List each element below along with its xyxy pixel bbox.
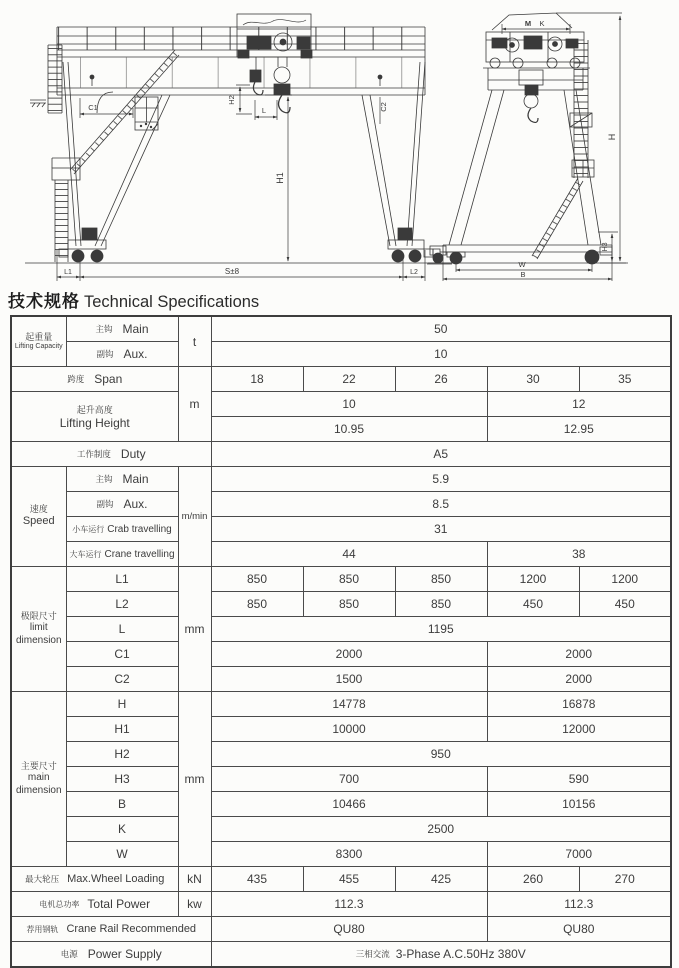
value-power-supply-zh: 三相交流: [355, 949, 390, 959]
row-wheel-loading: [11, 867, 671, 892]
value-lifting-height-right: 12: [487, 392, 671, 417]
dim-label-l2: L2: [410, 269, 418, 276]
label-main-hook-zh: 主钩: [95, 324, 113, 334]
value-k: 2500: [211, 817, 671, 842]
unit-mm-main: mm: [178, 692, 211, 867]
label-c1: C1: [66, 642, 178, 667]
row-lifting-capacity-aux: [11, 342, 671, 367]
label-h2: H2: [66, 742, 178, 767]
label-h3: H3: [66, 767, 178, 792]
value-h1-left: 10000: [211, 717, 487, 742]
label-speed-aux-zh: 副钩: [96, 499, 114, 509]
value-l1-4: 1200: [487, 567, 579, 592]
row-l1: [11, 567, 671, 592]
label-crane-rail: [11, 917, 211, 942]
dim-label-c1: C1: [88, 103, 98, 112]
value-span-18: 18: [211, 367, 303, 392]
value-b-left: 10466: [211, 792, 487, 817]
row-lifting-height-1: [11, 392, 671, 417]
unit-tonnes: t: [178, 316, 211, 367]
value-wheel-5: 270: [579, 867, 671, 892]
label-aux-hook-en: Aux.: [123, 347, 148, 361]
row-total-power: [11, 892, 671, 917]
label-w: W: [66, 842, 178, 867]
value-b-right: 10156: [487, 792, 671, 817]
label-power-supply-en: Power Supply: [87, 947, 162, 961]
label-l1: L1: [66, 567, 178, 592]
value-l2-3: 850: [395, 592, 487, 617]
value-lifting-height2-right: 12.95: [487, 417, 671, 442]
value-wheel-4: 260: [487, 867, 579, 892]
value-wheel-3: 425: [395, 867, 487, 892]
value-span-26: 26: [395, 367, 487, 392]
unit-m-per-min: m/min: [178, 467, 211, 567]
row-crane-rail: [11, 917, 671, 942]
label-crane-rail-en: Crane Rail Recommended: [66, 923, 197, 935]
row-power-supply: [11, 942, 671, 968]
label-speed-main-zh: 主钩: [95, 474, 113, 484]
group-limit-dimension: [11, 567, 66, 692]
label-duty-zh: 工作制度: [76, 449, 111, 459]
value-h2: 950: [211, 742, 671, 767]
value-power-left: 112.3: [211, 892, 487, 917]
row-l: [11, 617, 671, 642]
value-span-22: 22: [303, 367, 395, 392]
dim-label-span: S±8: [224, 267, 240, 276]
row-l2: [11, 592, 671, 617]
value-aux-capacity: 10: [211, 342, 671, 367]
value-rail-right: QU80: [487, 917, 671, 942]
label-speed-crab-zh: 小车运行: [72, 524, 105, 534]
label-total-power-zh: 电机总功率: [39, 899, 80, 909]
group-speed-zh: 速度: [29, 504, 48, 514]
group-main-zh: 主要尺寸: [20, 760, 57, 771]
group-limit-en1: limit: [29, 622, 48, 634]
label-duty: [11, 442, 211, 467]
label-crane-rail-zh: 荐用钢轨: [26, 924, 59, 934]
unit-kw: kw: [178, 892, 211, 917]
dim-label-k: K: [539, 19, 545, 28]
group-lifting-capacity-en: Lifting Capacity: [14, 342, 63, 350]
section-title-en: Technical Specifications: [84, 293, 260, 311]
value-lifting-height-left: 10: [211, 392, 487, 417]
dim-label-h1: H1: [275, 172, 285, 184]
section-title: [8, 287, 259, 312]
value-l1-3: 850: [395, 567, 487, 592]
label-l: L: [66, 617, 178, 642]
label-speed-aux: [66, 492, 178, 517]
front-view-dimension-lines: [57, 85, 425, 281]
label-speed-main-en: Main: [122, 472, 149, 486]
gantry-crane-drawing: [0, 0, 679, 290]
row-h3: [11, 767, 671, 792]
label-speed-crane: [66, 542, 178, 567]
value-c1-right: 2000: [487, 642, 671, 667]
label-main-hook-en: Main: [122, 322, 149, 336]
label-speed-crab-en: Crab travelling: [107, 523, 172, 535]
group-main-dimension: [11, 692, 66, 867]
unit-mm-limit: mm: [178, 567, 211, 692]
value-h3-right: 590: [487, 767, 671, 792]
value-duty: A5: [211, 442, 671, 467]
label-aux-hook: [66, 342, 178, 367]
value-c2-right: 2000: [487, 667, 671, 692]
dim-label-h2: H2: [227, 95, 236, 105]
label-span-en: Span: [94, 372, 123, 386]
dim-label-c2: C2: [379, 102, 388, 112]
row-speed-main: [11, 467, 671, 492]
value-l2-1: 850: [211, 592, 303, 617]
label-total-power: [11, 892, 178, 917]
label-speed-crane-en: Crane travelling: [104, 548, 175, 560]
value-l1-5: 1200: [579, 567, 671, 592]
value-l1-1: 850: [211, 567, 303, 592]
value-l2-5: 450: [579, 592, 671, 617]
row-speed-crane: [11, 542, 671, 567]
value-l1-2: 850: [303, 567, 395, 592]
label-power-supply: [11, 942, 211, 968]
label-h: H: [66, 692, 178, 717]
value-speed-aux: 8.5: [211, 492, 671, 517]
label-h1: H1: [66, 717, 178, 742]
group-main-en2: dimension: [15, 784, 62, 796]
label-wheel-loading-zh: 最大轮压: [25, 874, 60, 884]
value-rail-left: QU80: [211, 917, 487, 942]
label-power-supply-zh: 电源: [60, 949, 78, 959]
label-duty-en: Duty: [120, 447, 146, 461]
value-main-capacity: 50: [211, 316, 671, 342]
value-speed-main: 5.9: [211, 467, 671, 492]
group-limit-zh: 极限尺寸: [20, 610, 57, 621]
label-main-hook: [66, 316, 178, 342]
value-span-30: 30: [487, 367, 579, 392]
value-c1-left: 2000: [211, 642, 487, 667]
row-c1: [11, 642, 671, 667]
side-view-geometry: [428, 13, 628, 264]
label-aux-hook-zh: 副钩: [96, 349, 114, 359]
group-lifting-capacity: [11, 316, 66, 367]
value-l2-4: 450: [487, 592, 579, 617]
group-speed-en: Speed: [22, 515, 55, 528]
value-speed-crane-right: 38: [487, 542, 671, 567]
dim-label-b: B: [520, 270, 526, 279]
label-speed-aux-en: Aux.: [123, 497, 148, 511]
value-w-right: 7000: [487, 842, 671, 867]
row-c2: [11, 667, 671, 692]
value-h-left: 14778: [211, 692, 487, 717]
label-speed-crane-zh: 大车运行: [69, 549, 102, 559]
dim-label-h3: H3: [602, 242, 609, 252]
row-w: [11, 842, 671, 867]
value-h1-right: 12000: [487, 717, 671, 742]
value-power-right: 112.3: [487, 892, 671, 917]
value-c2-left: 1500: [211, 667, 487, 692]
value-speed-crane-left: 44: [211, 542, 487, 567]
group-speed: [11, 467, 66, 567]
label-k: K: [66, 817, 178, 842]
label-wheel-loading: [11, 867, 178, 892]
label-speed-crab: [66, 517, 178, 542]
value-w-left: 8300: [211, 842, 487, 867]
side-view-dimension-lines: [443, 16, 626, 281]
technical-specifications-table: [10, 315, 672, 968]
label-lifting-height-en: Lifting Height: [59, 416, 130, 430]
group-lifting-capacity-zh: 起重量: [25, 331, 53, 342]
group-main-en1: main: [27, 772, 50, 784]
group-limit-en2: dimension: [15, 634, 62, 646]
unit-metres: m: [178, 367, 211, 442]
label-c2: C2: [66, 667, 178, 692]
label-span-zh: 跨度: [67, 374, 85, 384]
label-lifting-height-zh: 起升高度: [76, 405, 113, 415]
row-span: [11, 367, 671, 392]
dim-label-m: M: [524, 19, 532, 28]
label-lifting-height: [11, 392, 178, 442]
section-title-zh: 技术规格: [8, 292, 80, 311]
row-k: [11, 817, 671, 842]
label-speed-main: [66, 467, 178, 492]
row-speed-aux: [11, 492, 671, 517]
front-view-geometry: [25, 14, 452, 264]
row-h2: [11, 742, 671, 767]
row-duty: [11, 442, 671, 467]
value-l2-2: 850: [303, 592, 395, 617]
value-power-supply-en: 3-Phase A.C.50Hz 380V: [395, 947, 526, 961]
row-h1: [11, 717, 671, 742]
label-total-power-en: Total Power: [87, 897, 151, 911]
row-b: [11, 792, 671, 817]
label-b: B: [66, 792, 178, 817]
value-power-supply: [211, 942, 671, 968]
value-h3-left: 700: [211, 767, 487, 792]
value-wheel-2: 455: [303, 867, 395, 892]
row-speed-crab: [11, 517, 671, 542]
value-span-35: 35: [579, 367, 671, 392]
dim-label-h: H: [607, 133, 617, 141]
value-l: 1195: [211, 617, 671, 642]
value-wheel-1: 435: [211, 867, 303, 892]
row-lifting-capacity-main: [11, 316, 671, 342]
dim-label-l: L: [261, 106, 267, 115]
row-h: [11, 692, 671, 717]
label-span: [11, 367, 178, 392]
label-wheel-loading-en: Max.Wheel Loading: [67, 873, 165, 885]
label-l2: L2: [66, 592, 178, 617]
dim-label-w: W: [518, 260, 526, 269]
value-speed-crab: 31: [211, 517, 671, 542]
value-lifting-height2-left: 10.95: [211, 417, 487, 442]
dim-label-l1: L1: [64, 269, 72, 276]
value-h-right: 16878: [487, 692, 671, 717]
unit-kn: kN: [178, 867, 211, 892]
